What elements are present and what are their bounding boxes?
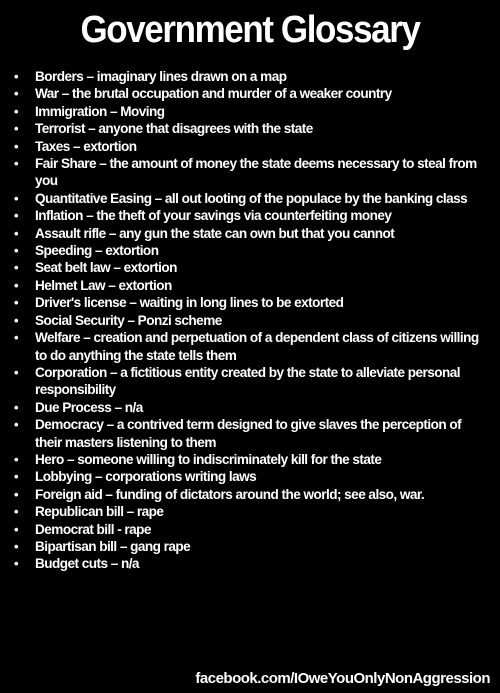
glossary-item-text: Corporation – a fictitious entity created by the state to alleviate personal responsibility [35,364,461,398]
glossary-item-text: Quantitative Easing – all out looting of the populace by the banking class [35,190,468,206]
glossary-item [14,103,498,120]
glossary-item-text: Helmet Law – extortion [35,277,172,293]
glossary-item [14,312,498,329]
bullet-icon: • [14,103,19,119]
bullet-icon: • [14,138,19,154]
glossary-item [14,364,498,399]
bullet-icon: • [14,538,19,554]
glossary-item-text: Republican bill – rape [35,504,164,520]
bullet-icon: • [14,156,19,172]
bullet-icon: • [14,243,19,259]
glossary-item-text: Inflation – the theft of your savings via counterfeiting money [35,208,392,224]
glossary-item-text: Immigration – Moving [35,103,165,119]
bullet-icon: • [14,190,19,206]
glossary-item-text: Hero – someone willing to indiscriminately kill for the state [35,451,382,467]
bullet-icon: • [14,69,19,84]
glossary-item [14,85,498,102]
bullet-icon: • [14,504,19,520]
glossary-item-text: Democrat bill - rape [35,521,151,537]
glossary-item-text: Social Security – Ponzi scheme [35,312,222,328]
bullet-icon: • [14,86,19,102]
glossary-item [14,120,498,137]
glossary-item [14,277,498,294]
glossary-item [14,555,498,572]
bullet-icon: • [14,121,19,137]
glossary-item [14,207,498,224]
bullet-icon: • [14,417,19,433]
glossary-item [14,155,498,190]
glossary-item [14,68,498,85]
glossary-item [14,190,498,207]
glossary-item [14,468,498,485]
bullet-icon: • [14,295,19,311]
glossary-item-text: Terrorist – anyone that disagrees with the state [35,121,313,137]
glossary-item [14,538,498,555]
glossary-item [14,399,498,416]
glossary-item-text: Taxes – extortion [35,138,137,154]
glossary-item-text: Budget cuts – n/a [35,556,139,572]
bullet-icon: • [14,277,19,293]
bullet-icon: • [14,260,19,276]
bullet-icon: • [14,364,19,380]
glossary-item [14,329,498,364]
glossary-item [14,451,498,468]
glossary-item [14,242,498,259]
glossary-item-text: Due Process – n/a [35,399,143,415]
glossary-item-text: War – the brutal occupation and murder of a weaker country [35,86,392,102]
bullet-icon: • [14,469,19,485]
glossary-item-text: Fair Share – the amount of money the state deems necessary to steal from you [35,156,477,189]
glossary-item-text: Democracy – a contrived term designed to give slaves the perception of their masters listening to them [35,417,462,450]
page-title: Government Glossary [80,9,420,51]
glossary-item-text: Driver's license – waiting in long lines to be extorted [35,295,344,311]
bullet-icon: • [14,521,19,537]
glossary-item-text: Assault rifle – any gun the state can own but that you cannot [35,225,395,241]
bullet-icon: • [14,399,19,415]
glossary-item [14,521,498,538]
glossary-item-text: Foreign aid – funding of dictators around the world; see also, war. [35,486,425,502]
bullet-icon: • [14,208,19,224]
glossary-item-text: Speeding – extortion [35,243,159,259]
glossary-item-text: Lobbying – corporations writing laws [35,469,257,485]
glossary-item-text: Bipartisan bill – gang rape [35,538,191,554]
glossary-item [14,294,498,311]
glossary-item [14,416,498,451]
glossary-item-text: Welfare – creation and perpetuation of a dependent class of citizens willing to do anything the state tells them [35,330,479,363]
glossary-list [14,68,498,573]
glossary-item [14,259,498,276]
glossary-item [14,225,498,242]
bullet-icon: • [14,330,19,346]
bullet-icon: • [14,312,19,328]
bullet-icon: • [14,451,19,467]
glossary-item-text: Seat belt law – extortion [35,260,177,276]
bullet-icon: • [14,556,19,572]
bullet-icon: • [14,225,19,241]
glossary-item [14,503,498,520]
glossary-item-text: Borders – imaginary lines drawn on a map [35,69,287,84]
glossary-item [14,486,498,503]
facebook-page-url: facebook.com/IOweYouOnlyNonAggression [195,670,490,687]
bullet-icon: • [14,486,19,502]
glossary-item [14,138,498,155]
